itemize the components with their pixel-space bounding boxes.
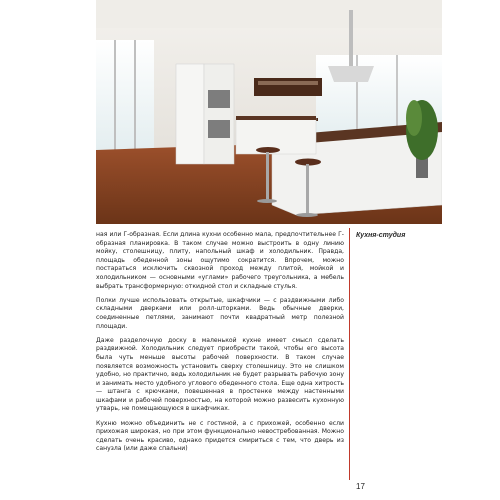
body-text bbox=[96, 231, 344, 460]
margin-rule bbox=[349, 228, 350, 480]
paragraph: Даже разделочную доску в маленькой кухне имеет смысл сделать раздвижной. Холодильник следует приобрести такой, чтобы его высота была чуть меньше высоты рабочей поверхности. В таком случае появляется возможность установить сверху столешницу. Это не слишком удобно, но практично, ведь холодильник не будет разрывать рабочую зону и занимать место удобного углового обеденного стола. Еще одна хитрость — штанга с крючками, повешенная в простенке между настенными шкафами и рабочей поверхностью, на которой можно развесить кухонную утварь, не помещающуюся в шкафчиках. bbox=[96, 336, 344, 413]
paragraph: Полки лучше использовать открытые, шкафчики — с раздвижными либо складными дверками или ролл-шторками. Ведь обычные дверки, соединенные петлями, занимают почти квадратный метр полезной площади. bbox=[96, 296, 344, 330]
paragraph: Кухню можно объединить не с гостиной, а с прихожей, особенно если прихожая широкая, но при этом функционально невостребованная. Можно сделать очень красиво, однако придется смириться с тем, что дверь из санузла (или даже спальни) bbox=[96, 419, 344, 453]
kitchen-photo-illustration bbox=[96, 0, 442, 224]
paragraph: ная или Г-образная. Если длина кухни особенно мала, предпочтительнее Г-образная планировка. В таком случае можно выстроить в одну линию мойку, столешницу, плиту, напольный шкаф и холодильник. Правда, площадь обеденной зоны ощутимо сократится. Впрочем, можно постараться исключить сквозной проход между плитой, мойкой и холодильником — основными «углами» рабочего треугольника, а мебель выбрать трансформерную: откидной стол и складные стулья. bbox=[96, 231, 344, 290]
page-number: 17 bbox=[356, 482, 365, 491]
photo-caption: Кухня-студия bbox=[356, 232, 406, 239]
kitchen-studio-photo bbox=[96, 0, 442, 224]
